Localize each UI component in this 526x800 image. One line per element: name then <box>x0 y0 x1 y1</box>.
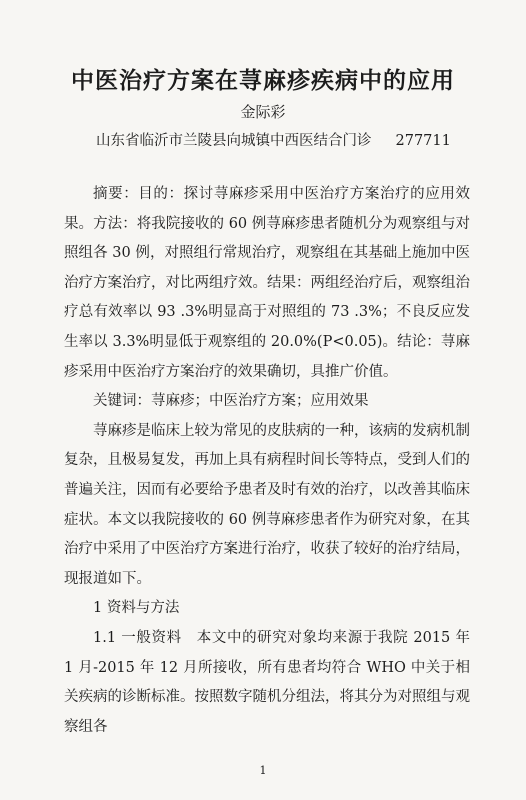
page-number: 1 <box>259 764 267 777</box>
section-heading: 1 资料与方法 <box>93 600 180 617</box>
affiliation-line <box>96 129 451 150</box>
postal-code: 277711 <box>395 133 451 149</box>
paper-title: 中医治疗方案在荨麻疹疾病中的应用 <box>71 68 455 94</box>
keywords-paragraph: 关键词：荨麻疹；中医治疗方案；应用效果 <box>93 393 369 410</box>
abstract-paragraph: 摘要：目的：探讨荨麻疹采用中医治疗方案治疗的应用效果。方法：将我院接收的 60 例荨麻疹患者随机分为观察组与对照组各 30 例，对照组行常规治疗，观察组在其基础上施加中医治疗方案治疗，对比两组疗效。结果：两组经治疗后，观察组治疗总有效率以 93 .3%明显高于对照组的 73 .3%；不良反应发生率以 3.3%明显低于观察组的 20.0%(P<0.05)。结论：荨麻疹采用中医治疗方案治疗的效果确切，具推广价值。 <box>64 186 470 380</box>
author-name: 金际彩 <box>240 103 286 121</box>
affiliation-text: 山东省临沂市兰陵县向城镇中西医结合门诊 <box>96 133 372 149</box>
subsection-paragraph: 1.1 一般资料 本文中的研究对象均来源于我院 2015 年 1 月-2015 年 12 月所接收，所有患者均符合 WHO 中关于相关疾病的诊断标准。按照数字随机分组法，将其分为对照组与观察组各 <box>64 629 470 735</box>
introduction-paragraph: 荨麻疹是临床上较为常见的皮肤病的一种，该病的发病机制复杂，且极易复发，再加上具有病程时间长等特点，受到人们的普遍关注，因而有必要给予患者及时有效的治疗，以改善其临床症状。本文以我院接收的 60 例荨麻疹患者作为研究对象，在其治疗中采用了中医治疗方案进行治疗，收获了较好的治疗结局，现报道如下。 <box>64 422 470 587</box>
paper-body <box>64 180 470 742</box>
